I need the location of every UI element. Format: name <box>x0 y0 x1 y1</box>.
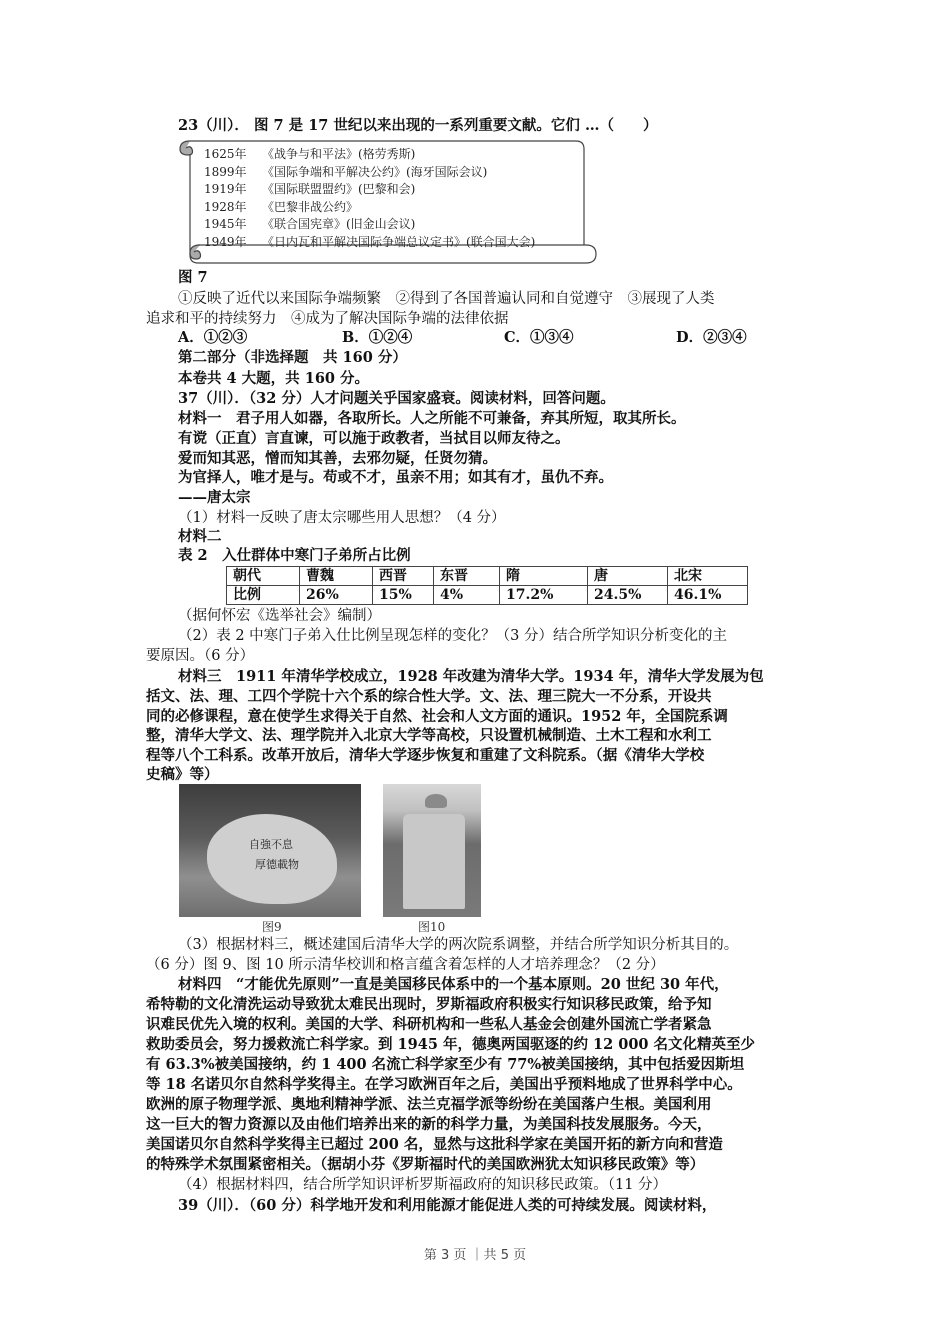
table-cell: 朝代 <box>227 567 300 586</box>
doc-title: 《国际争端和平解决公约》(海牙国际会议) <box>262 164 488 179</box>
option-b: B．①②④ <box>342 329 413 346</box>
material-4-line: 等 18 名诺贝尔自然科学奖得主。在学习欧洲百年之后，美国出乎预料地成了世界科学中心。 <box>146 1076 742 1093</box>
option-a: A．①②③ <box>178 329 248 346</box>
sub-question-3-line1: （3）根据材料三，概述建国后清华大学的两次院系调整，并结合所学知识分析其目的。 <box>178 937 739 953</box>
table-cell: 北宋 <box>668 567 748 586</box>
doc-year: 1625年 <box>204 147 247 161</box>
material-4-line: 的特殊学术氛围紧密相关。（据胡小芬《罗斯福时代的美国欧洲犹太知识移民政策》等） <box>146 1156 705 1173</box>
option-c: C．①③④ <box>504 329 574 346</box>
sub-question-3-line2: （6 分）图 9、图 10 所示清华校训和格言蕴含着怎样的人才培养理念？（2 分） <box>146 957 665 973</box>
material-4-line: 救助委员会，努力援救流亡科学家。到 1945 年，德奥两国驱逐的约 12 000 名文化精英至少 <box>146 1036 756 1053</box>
table-cell: 46.1% <box>668 586 748 605</box>
material-3-line: 括文、法、理、工四个学院十六个系的综合性大学。文、法、理三院大一不分系，开设共 <box>146 688 712 705</box>
doc-row <box>204 216 535 234</box>
material-4-line: 识难民优先入境的权利。美国的大学、科研机构和一些私人基金会创建外国流亡学者紧急 <box>146 1016 712 1033</box>
material-3-line: 程等八个工科系。改革开放后，清华大学逐步恢复和重建了文科院系。（据《清华大学校 <box>146 747 705 764</box>
material-1-line: 爱而知其恶，憎而知其善，去邪勿疑，任贤勿猜。 <box>178 450 497 467</box>
table-cell: 隋 <box>500 567 588 586</box>
table-2 <box>226 566 748 605</box>
doc-row <box>204 234 535 252</box>
q23-statements-2: 追求和平的持续努力 ④成为了解决国际争端的法律依据 <box>146 311 509 327</box>
doc-year: 1919年 <box>204 182 247 196</box>
doc-title: 《战争与和平法》(格劳秀斯) <box>262 147 416 161</box>
motto-line-1: 自強不息 <box>249 838 293 851</box>
sub-question-4: （4）根据材料四，结合所学知识评析罗斯福政府的知识移民政策。（11 分） <box>178 1177 668 1193</box>
doc-year: 1928年 <box>204 199 247 214</box>
doc-title: 《国际联盟盟约》(巴黎和会) <box>262 182 416 196</box>
figure-7-scroll <box>178 139 598 267</box>
doc-year: 1945年 <box>204 217 247 231</box>
motto-line-2: 厚德載物 <box>255 858 299 871</box>
table-cell: 17.2% <box>500 586 588 605</box>
material-3-line: 同的必修课程，意在使学生求得关于自然、社会和人文方面的通识。1952 年，全国院系调 <box>146 708 728 725</box>
figure-10-caption: 图10 <box>418 920 446 934</box>
material-4-line: 欧洲的原子物理学派、奥地利精神学派、法兰克福学派等纷纷在美国落户生根。美国利用 <box>146 1096 712 1113</box>
table-cell: 西晋 <box>373 567 434 586</box>
doc-title: 《联合国宪章》(旧金山会议) <box>262 217 416 231</box>
material-4-line: 美国诺贝尔自然科学奖得主已超过 200 名，显然与这批科学家在美国开拓的新方向和营造 <box>146 1136 723 1153</box>
material-1-line: 为官择人，唯才是与。苟或不才，虽亲不用；如其有才，虽仇不弃。 <box>178 469 613 486</box>
part2-title: 第二部分（非选择题 共 160 分） <box>178 349 407 366</box>
part2-note: 本卷共 4 大题，共 160 分。 <box>178 370 370 387</box>
sub-question-2-line2: 要原因。（6 分） <box>146 648 255 664</box>
q23-stem: 23（川）． 图 7 是 17 世纪以来出现的一系列重要文献。它们 …（ ） <box>178 117 658 134</box>
material-3-line: 材料三 1911 年清华学校成立，1928 年改建为清华大学。1934 年，清华大学发展为包 <box>178 668 764 685</box>
table-header-row <box>227 567 748 586</box>
material-1-line: 材料一 君子用人如器，各取所长。人之所能不可兼备，弃其所短，取其所长。 <box>178 410 686 427</box>
sub-question-2-line1: （2）表 2 中寒门子弟入仕比例呈现怎样的变化？（3 分）结合所学知识分析变化的主 <box>178 628 728 644</box>
table-cell: 24.5% <box>588 586 668 605</box>
doc-row <box>204 164 535 182</box>
figure-10-photo <box>383 784 481 917</box>
material-4-line: 这一巨大的智力资源以及由他们培养出来的新的科学力量，为美国科技发展服务。今天， <box>146 1116 712 1133</box>
material-4-line: 材料四 “才能优先原则”一直是美国移民体系中的一个基本原则。20 世纪 30 年代， <box>178 976 729 993</box>
table-row <box>227 586 748 605</box>
q39-stem: 39（川）．（60 分）科学地开发和利用能源才能促进人类的可持续发展。阅读材料， <box>178 1197 717 1214</box>
doc-title: 《日内瓦和平解决国际争端总议定书》(联合国大会) <box>262 234 536 249</box>
sundial-top <box>425 794 447 808</box>
table-cell: 比例 <box>227 586 300 605</box>
q23-statements-1: ①反映了近代以来国际争端频繁 ②得到了各国普遍认同和自觉遵守 ③展现了人类 <box>178 291 715 307</box>
material-2-label: 材料二 <box>178 528 222 545</box>
material-4-line: 有 63.3%被美国接纳，约 1 400 名流亡科学家至少有 77%被美国接纳，其中包括爱因斯坦 <box>146 1056 745 1073</box>
table-cell: 唐 <box>588 567 668 586</box>
figure-7-rows <box>204 146 535 251</box>
material-1-attribution: ——唐太宗 <box>178 489 251 506</box>
doc-year: 1949年 <box>204 234 247 249</box>
table-source: （据何怀宏《选举社会》编制） <box>178 608 381 624</box>
doc-row <box>204 181 535 199</box>
figure-9-photo <box>179 784 361 917</box>
doc-row <box>204 146 535 164</box>
option-d: D．②③④ <box>676 329 747 346</box>
table-cell: 曹魏 <box>300 567 373 586</box>
material-3-line: 整，清华大学文、法、理学院并入北京大学等高校，只设置机械制造、土木工程和水利工 <box>146 727 712 744</box>
material-4-line: 希特勒的文化清洗运动导致犹太难民出现时，罗斯福政府积极实行知识移民政策，给予知 <box>146 996 712 1013</box>
pedestal-shape <box>403 814 465 909</box>
table-cell: 东晋 <box>434 567 500 586</box>
table-2-title: 表 2 入仕群体中寒门子弟所占比例 <box>178 547 411 564</box>
table-cell: 15% <box>373 586 434 605</box>
material-1-line: 有谠（正直）言直谏，可以施于政教者，当拭目以师友待之。 <box>178 430 570 447</box>
q37-stem: 37（川）．（32 分）人才问题关乎国家盛衰。阅读材料，回答问题。 <box>178 390 615 407</box>
figure-9-caption: 图9 <box>262 920 282 934</box>
sub-question-1: （1）材料一反映了唐太宗哪些用人思想？（4 分） <box>178 510 506 526</box>
page-footer: 第 3 页 ｜共 5 页 <box>423 1248 527 1263</box>
doc-row <box>204 199 535 217</box>
doc-title: 《巴黎非战公约》 <box>262 199 359 214</box>
table-cell: 26% <box>300 586 373 605</box>
table-cell: 4% <box>434 586 500 605</box>
figure-7-label: 图 7 <box>178 269 208 286</box>
material-3-line: 史稿》等） <box>146 766 219 783</box>
doc-year: 1899年 <box>204 164 247 179</box>
